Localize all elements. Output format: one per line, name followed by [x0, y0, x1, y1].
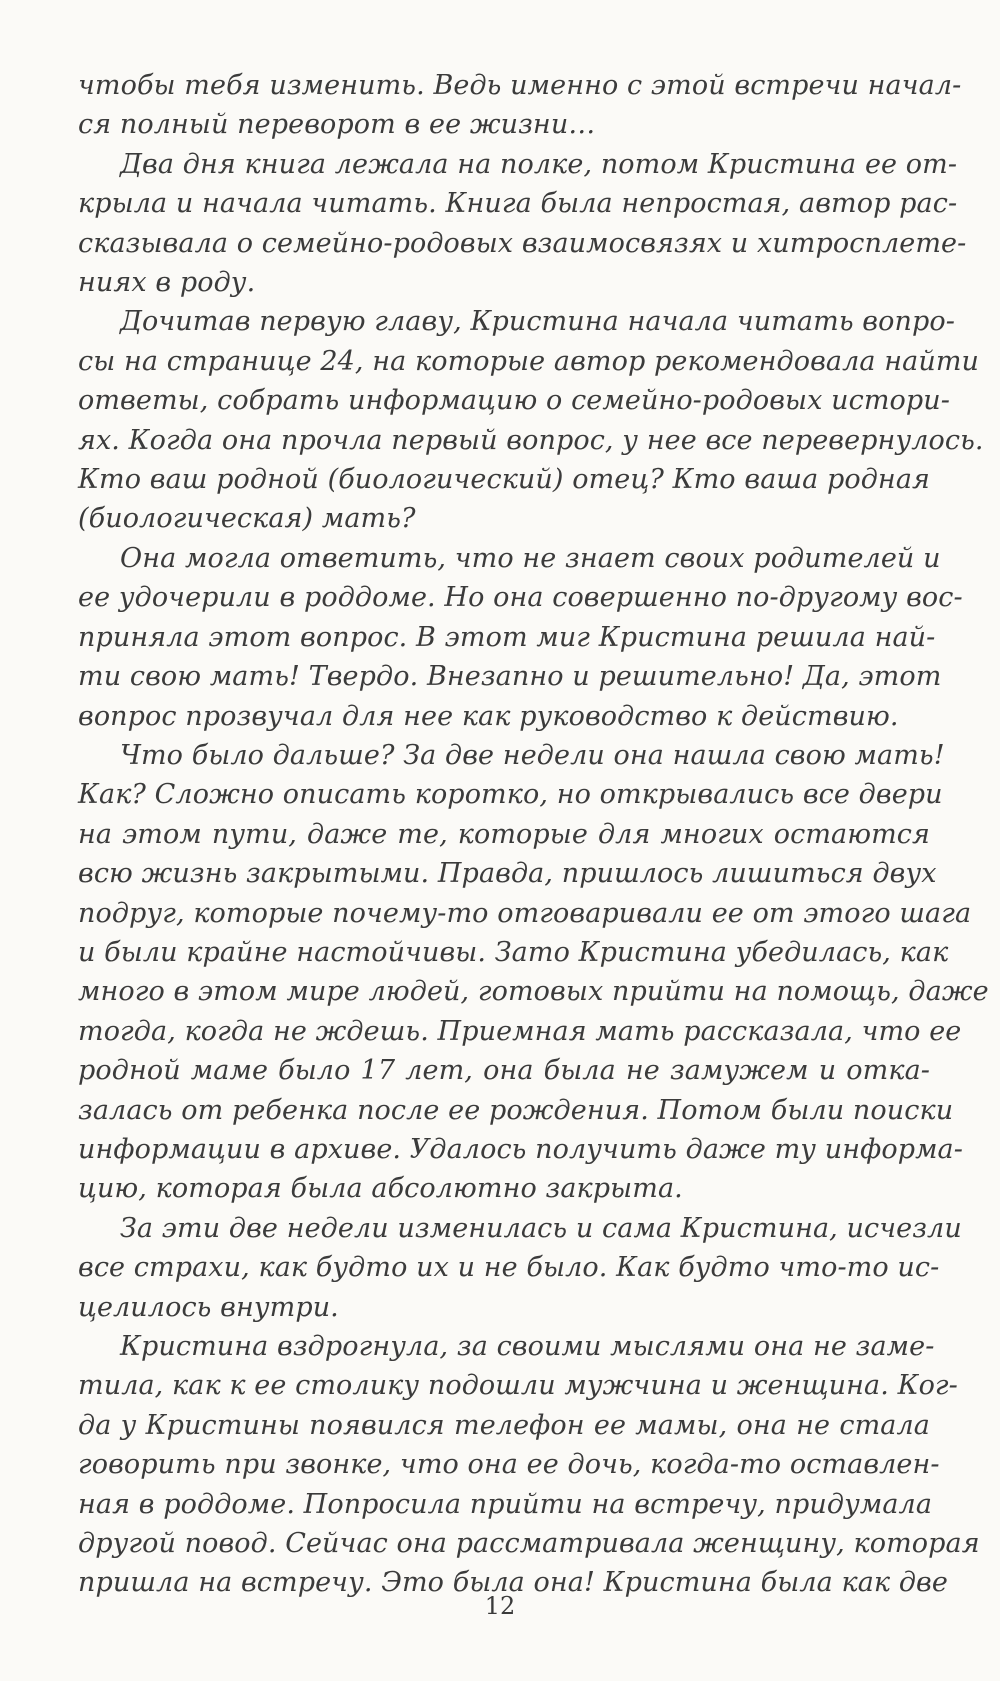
text-line: Как? Сложно описать коротко, но открывались все двери — [78, 779, 943, 811]
paragraph — [78, 66, 962, 145]
text-line: все страхи, как будто их и не было. Как будто что-то ис- — [78, 1252, 940, 1284]
text-line: ях. Когда она прочла первый вопрос, у нее все перевернулось. — [78, 424, 984, 456]
text-line: Кристина вздрогнула, за своими мыслями она не заме- — [120, 1331, 935, 1362]
text-line: (биологическая) мать? — [78, 503, 416, 535]
text-line: Кто ваш родной (биологический) отец? Кто ваша родная — [78, 464, 930, 496]
text-line: ти свою мать! Твердо. Внезапно и решительно! Да, этот — [78, 661, 942, 693]
text-line: приняла этот вопрос. В этот миг Кристина решила най- — [78, 621, 936, 653]
body-text — [78, 66, 989, 1603]
text-line: информации в архиве. Удалось получить даже ту информа- — [78, 1133, 963, 1165]
text-line: родной маме было 17 лет, она была не замужем и отка- — [78, 1055, 930, 1087]
text-line: да у Кристины появился телефон ее мамы, она не стала — [78, 1409, 930, 1441]
text-line: вопрос прозвучал для нее как руководство к действию. — [78, 700, 899, 732]
paragraph — [78, 145, 967, 303]
text-line: За эти две недели изменилась и сама Кристина, исчезли — [120, 1212, 962, 1244]
page-number: 12 — [484, 1592, 516, 1620]
paragraph — [78, 1327, 980, 1603]
text-line: тила, как к ее столику подошли мужчина и женщина. Ког- — [78, 1370, 958, 1402]
text-line: ниях в роду. — [78, 267, 256, 299]
text-line: целилось внутри. — [78, 1291, 339, 1323]
text-line: говорить при звонке, что она ее дочь, когда-то оставлен- — [78, 1449, 940, 1481]
text-line: ся полный переворот в ее жизни… — [78, 109, 596, 141]
text-line: на этом пути, даже те, которые для многих остаются — [78, 818, 930, 850]
text-line: и были крайне настойчивы. Зато Кристина убедилась, как — [78, 936, 949, 968]
text-line: ответы, собрать информацию о семейно-родовых истори- — [78, 385, 950, 417]
text-line: всю жизнь закрытыми. Правда, пришлось лишиться двух — [78, 858, 937, 890]
paragraph — [78, 302, 984, 538]
text-line: много в этом мире людей, готовых прийти на помощь, даже — [78, 976, 989, 1008]
text-line: ная в роддоме. Попросила прийти на встречу, придумала — [78, 1488, 933, 1520]
text-line: другой повод. Сейчас она рассматривала женщину, которая — [78, 1528, 980, 1560]
text-line: Она могла ответить, что не знает своих родителей и — [120, 542, 941, 574]
text-line: пришла на встречу. Это была она! Кристина была как две — [78, 1567, 948, 1599]
paragraph — [78, 736, 989, 1209]
text-line: Что было дальше? За две недели она нашла свою мать! — [120, 739, 945, 771]
text-line: сказывала о семейно-родовых взаимосвязях и хитросплете- — [78, 227, 967, 259]
text-line: Дочитав первую главу, Кристина начала читать вопро- — [120, 306, 955, 338]
text-line: ее удочерили в роддоме. Но она совершенно по-другому вос- — [78, 582, 963, 614]
text-line: подруг, которые почему-то отговаривали ее от этого шага — [78, 897, 972, 929]
text-line: залась от ребенка после ее рождения. Потом были поиски — [78, 1094, 954, 1126]
text-line: цию, которая была абсолютно закрыта. — [78, 1173, 683, 1205]
text-line: сы на странице 24, на которые автор рекомендовала найти — [78, 345, 980, 377]
paragraph — [78, 539, 963, 736]
text-line: тогда, когда не ждешь. Приемная мать рассказала, что ее — [78, 1015, 962, 1047]
text-line: Два дня книга лежала на полке, потом Кристина ее от- — [120, 148, 958, 180]
paragraph — [78, 1209, 962, 1327]
text-line: чтобы тебя изменить. Ведь именно с этой встречи начал- — [78, 70, 962, 101]
text-line: крыла и начала читать. Книга была непростая, автор рас- — [78, 188, 958, 220]
